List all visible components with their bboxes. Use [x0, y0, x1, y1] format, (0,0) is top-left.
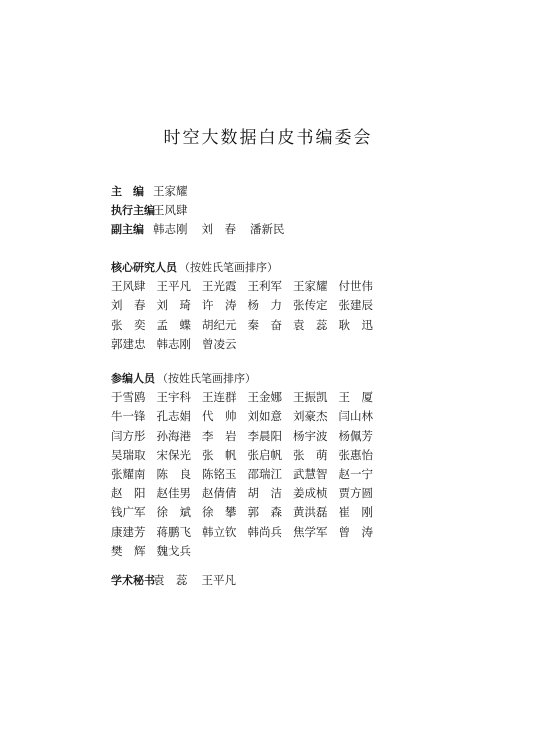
- core-note: （按姓氏笔画排序）: [179, 261, 278, 274]
- participants-section: [111, 369, 441, 561]
- person-name: 王利军: [247, 279, 282, 294]
- editor-2-label: 副主编: [111, 223, 144, 237]
- participants-name-grid: [111, 388, 441, 561]
- editors-section: [111, 182, 441, 240]
- editor-0-name: 王家耀: [153, 184, 188, 198]
- editor-1-name: 王风肆: [153, 203, 188, 218]
- person-name: 张建辰: [338, 298, 373, 313]
- person-name: 张 萌: [293, 447, 328, 462]
- name-row: [111, 503, 441, 522]
- person-name: 王家耀: [293, 279, 328, 294]
- person-name: 郭建忠: [111, 336, 146, 351]
- person-name: 王 厦: [338, 390, 373, 405]
- person-name: 蒋鹏飞: [156, 524, 191, 539]
- secretary-row: [111, 571, 441, 590]
- person-name: 杨 力: [247, 298, 282, 313]
- person-name: 吴瑞取: [111, 447, 146, 462]
- person-name: 于雪鸥: [111, 390, 146, 405]
- person-name: 姜成桢: [293, 486, 328, 501]
- person-name: 王振凯: [293, 390, 328, 405]
- editor-2-name: 潘新民: [250, 222, 285, 237]
- person-name: 张 帆: [202, 447, 237, 462]
- person-name: 曾 涛: [338, 524, 373, 539]
- person-name: 王平凡: [156, 279, 191, 294]
- person-name: 康建芳: [111, 524, 146, 539]
- person-name: 陈铭玉: [202, 466, 237, 481]
- person-name: 崔 刚: [338, 505, 373, 520]
- person-name: 刘豪杰: [293, 409, 328, 424]
- name-row: [111, 465, 441, 484]
- person-name: 杨宇波: [293, 428, 328, 443]
- person-name: 许 涛: [202, 298, 237, 313]
- name-row: [111, 335, 441, 354]
- person-name: 韩尚兵: [247, 524, 282, 539]
- person-name: 胡 洁: [247, 486, 282, 501]
- editor-0-label: 主 编: [111, 185, 144, 198]
- person-name: 杨佩芳: [338, 428, 373, 443]
- person-name: 樊 辉: [111, 543, 146, 558]
- person-name: 韩立钦: [202, 524, 237, 539]
- person-name: 孔志娟: [156, 409, 191, 424]
- person-name: 孟 蝶: [156, 317, 191, 332]
- person-name: 张耀南: [111, 466, 146, 481]
- person-name: 邵瑞江: [247, 466, 282, 481]
- editor-1-row: [111, 201, 441, 220]
- name-row: [111, 316, 441, 335]
- person-name: 张启帆: [247, 447, 282, 462]
- person-name: 刘如意: [247, 409, 282, 424]
- name-row: [111, 388, 441, 407]
- secretary-label: 学术秘书: [111, 574, 155, 587]
- person-name: 李 岩: [202, 428, 237, 443]
- name-row: [111, 484, 441, 503]
- person-name: 闫山林: [338, 409, 373, 424]
- editor-0-row: [111, 182, 441, 201]
- name-row: [111, 277, 441, 296]
- person-name: 徐 攀: [202, 505, 237, 520]
- person-name: 张惠怡: [338, 447, 373, 462]
- person-name: 贾方圆: [338, 486, 373, 501]
- person-name: 曾凌云: [202, 336, 237, 351]
- person-name: 韩志刚: [156, 336, 191, 351]
- name-row: [111, 446, 441, 465]
- editor-1-label: 执行主编: [111, 204, 155, 218]
- person-name: 徐 斌: [156, 505, 191, 520]
- person-name: 武慧智: [293, 466, 328, 481]
- person-name: 袁 蕊: [293, 317, 328, 332]
- person-name: 黄洪磊: [293, 505, 328, 520]
- person-name: 代 帅: [202, 409, 237, 424]
- person-name: 赵佳男: [156, 486, 191, 501]
- person-name: 王金娜: [247, 390, 282, 405]
- person-name: 牛一锋: [111, 409, 146, 424]
- page-title: 时空大数据白皮书编委会: [163, 128, 373, 148]
- person-name: 王连群: [202, 390, 237, 405]
- core-name-grid: [111, 277, 441, 354]
- person-name: 闫方彤: [111, 428, 146, 443]
- person-name: 王宇科: [156, 390, 191, 405]
- person-name: 胡纪元: [202, 317, 237, 332]
- person-name: 耿 迅: [338, 317, 373, 332]
- person-name: 赵倩倩: [202, 486, 237, 501]
- participants-header: [111, 369, 441, 388]
- person-name: 付世伟: [338, 279, 373, 294]
- person-name: 刘 春: [111, 298, 146, 313]
- person-name: 钱广军: [111, 505, 146, 520]
- secretary-section: [111, 571, 441, 590]
- secretary-name: 袁 蕊: [153, 573, 188, 587]
- editor-2-name: 刘 春: [201, 222, 236, 237]
- person-name: 张 奕: [111, 317, 146, 332]
- person-name: 焦学军: [293, 524, 328, 539]
- person-name: 刘 琦: [156, 298, 191, 313]
- name-row: [111, 427, 441, 446]
- person-name: 魏戈兵: [156, 543, 191, 558]
- core-researchers-section: [111, 258, 441, 354]
- secretary-name: 王平凡: [201, 573, 236, 587]
- name-row: [111, 523, 441, 542]
- person-name: 李晨阳: [247, 428, 282, 443]
- name-row: [111, 407, 441, 426]
- person-name: 赵 阳: [111, 486, 146, 501]
- name-row: [111, 542, 441, 561]
- core-label: 核心研究人员: [111, 261, 177, 274]
- person-name: 陈 良: [156, 466, 191, 481]
- person-name: 张传定: [293, 298, 328, 313]
- person-name: 王光霞: [202, 279, 237, 294]
- participants-label: 参编人员: [111, 372, 155, 385]
- person-name: 王风肆: [111, 279, 146, 294]
- person-name: 宋保光: [156, 447, 191, 462]
- editor-2-name: 韩志刚: [153, 222, 188, 237]
- person-name: 秦 奋: [247, 317, 282, 332]
- name-row: [111, 296, 441, 315]
- person-name: 赵一宁: [338, 466, 373, 481]
- editor-2-row: [111, 220, 441, 239]
- person-name: 郭 森: [247, 505, 282, 520]
- person-name: 孙海港: [156, 428, 191, 443]
- participants-note: （按姓氏笔画排序）: [157, 372, 256, 385]
- core-header: [111, 258, 441, 277]
